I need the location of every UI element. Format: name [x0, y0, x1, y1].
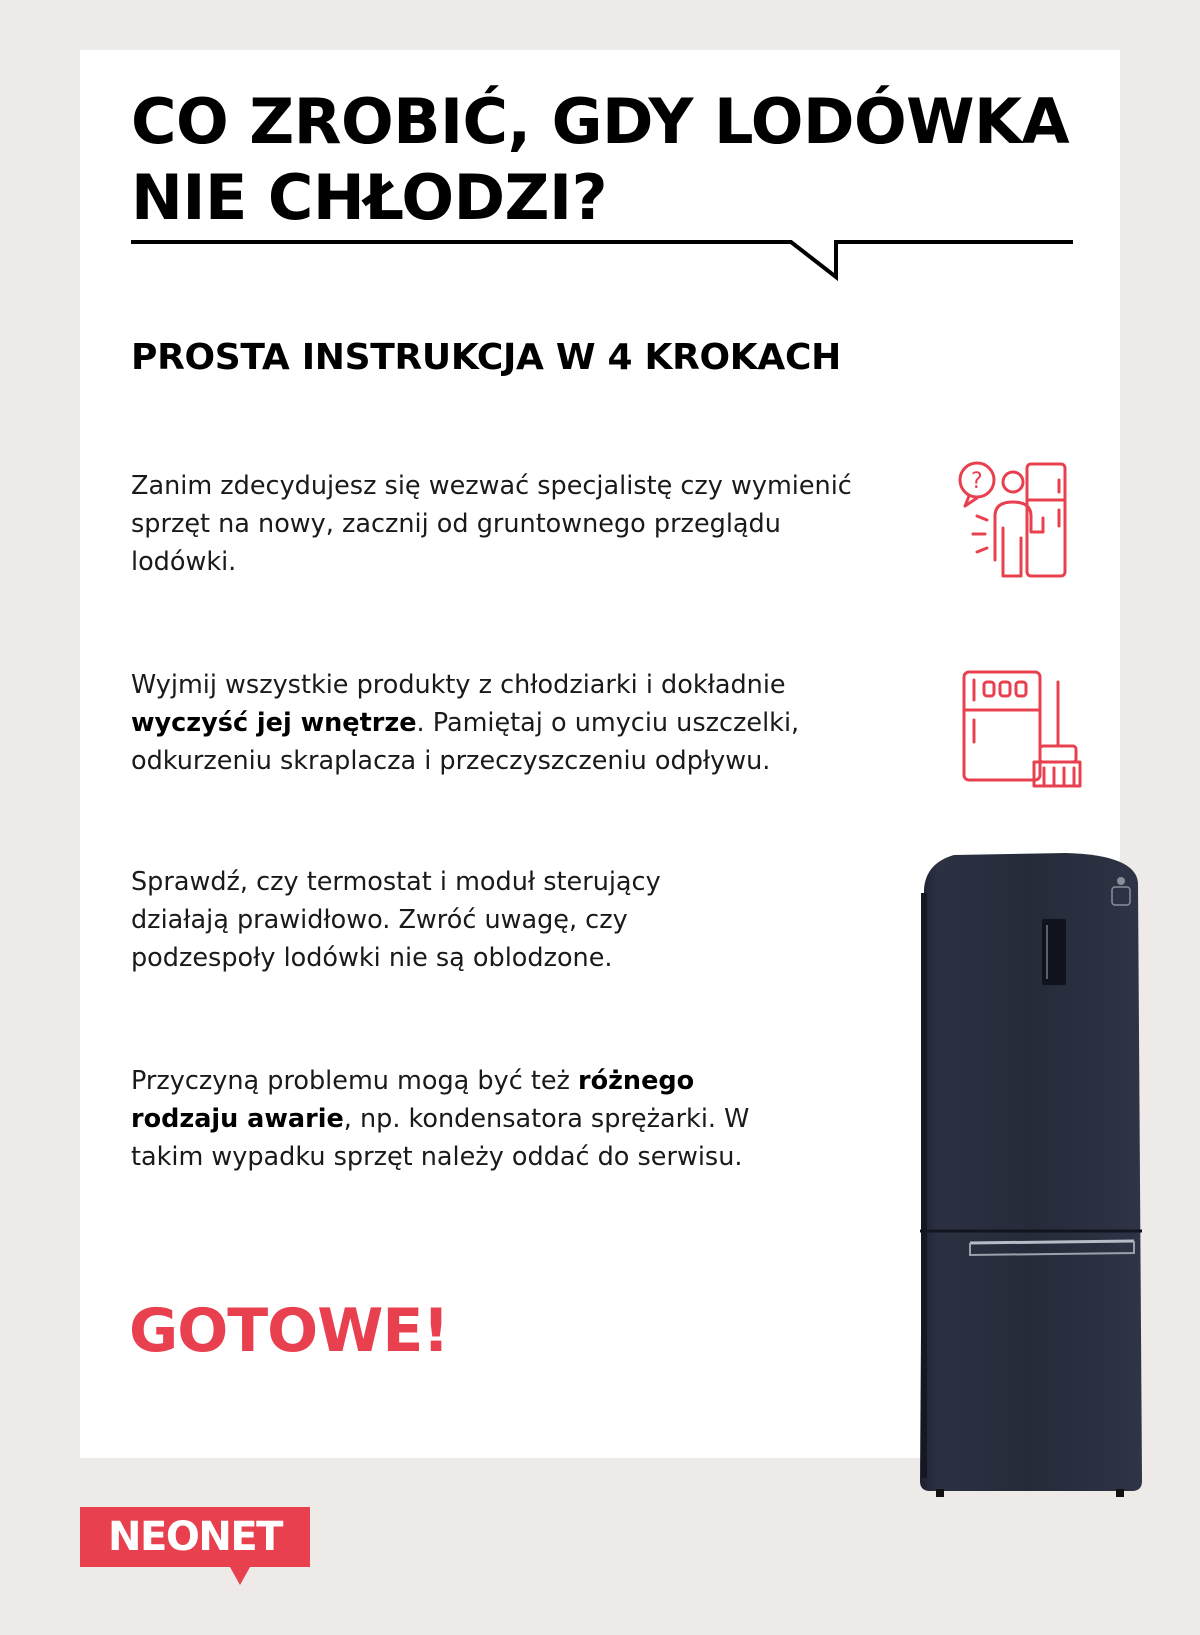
step-2-text: [131, 666, 871, 780]
refrigerator-image: [916, 853, 1144, 1503]
step-2-text-end: . Pamiętaj o umyciu uszczelki, odkurzeniu skraplacza i przeczyszczeniu odpływu.: [131, 708, 800, 776]
step-3-text: Sprawdź, czy termostat i moduł sterujący działają prawidłowo. Zwróć uwagę, czy podzespoły lodówki nie są oblodzone.: [131, 867, 661, 973]
brand-name: NEONET: [108, 1514, 282, 1560]
step-2-highlight: wyczyść jej wnętrze: [131, 708, 417, 738]
step-2-text-start: Wyjmij wszystkie produkty z chłodziarki i dokładnie: [131, 670, 786, 700]
step-4-text-end: , np. kondensatora sprężarki. W takim wypadku sprzęt należy oddać do serwisu.: [131, 1104, 750, 1172]
page-title: CO ZROBIĆ, GDY LODÓWKA NIE CHŁODZI?: [131, 85, 1070, 234]
step-4-highlight: różnego rodzaju awarie: [131, 1066, 695, 1134]
fridge-cleaning-broom-icon: [960, 668, 1085, 793]
step-4-text: [131, 1062, 751, 1176]
done-heading: GOTOWE!: [129, 1296, 449, 1366]
page-subtitle: PROSTA INSTRUKCJA W 4 KROKACH: [131, 337, 841, 378]
speech-bubble-underline: [131, 232, 1073, 292]
step-4-text-start: Przyczyną problemu mogą być też: [131, 1066, 578, 1096]
step-1-text: Zanim zdecydujesz się wezwać specjalistę czy wymienić sprzęt na nowy, zacznij od gruntownego przeglądu lodówki.: [131, 471, 852, 577]
svg-text:?: ?: [971, 469, 983, 494]
person-checking-fridge-icon: [955, 460, 1075, 585]
